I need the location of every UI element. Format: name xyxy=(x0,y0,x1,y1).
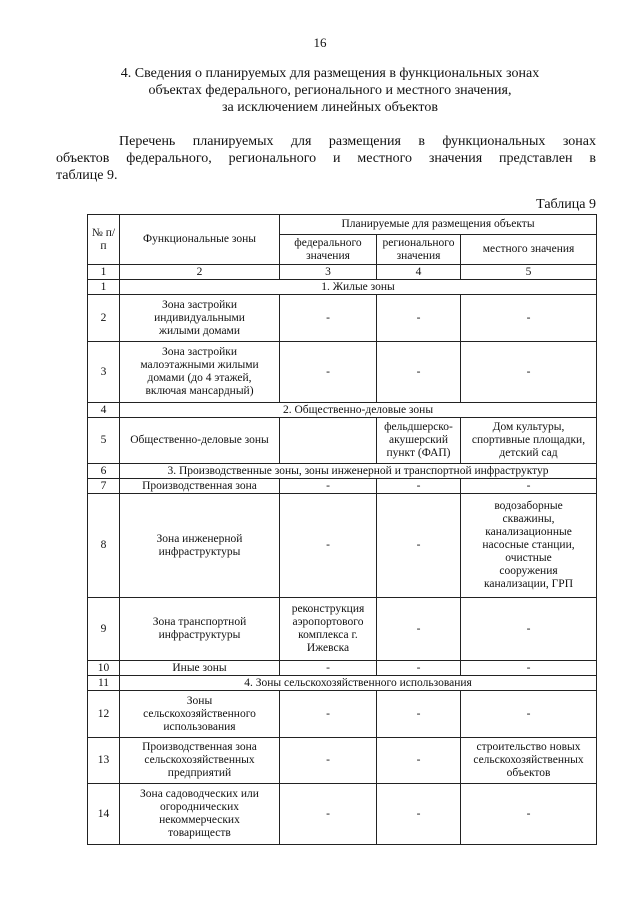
intro-line: таблице 9. xyxy=(56,168,118,183)
header-planned: Планируемые для размещения объекты xyxy=(280,215,597,235)
table-row xyxy=(88,691,597,738)
zone-name: Производственная зона xyxy=(120,479,280,494)
federal-cell xyxy=(280,418,377,464)
federal-cell: - xyxy=(280,494,377,598)
federal-cell: - xyxy=(280,738,377,784)
row-num: 14 xyxy=(88,784,120,845)
row-num: 10 xyxy=(88,661,120,676)
intro-line: Перечень планируемых для размещения в функциональных зонах xyxy=(119,134,596,149)
federal-cell: реконструкция аэропортового комплекса г. Ижевска xyxy=(280,598,377,661)
federal-cell: - xyxy=(280,661,377,676)
row-num: 2 xyxy=(88,295,120,342)
column-number: 4 xyxy=(377,265,461,280)
section-row xyxy=(88,280,597,295)
local-cell: - xyxy=(461,479,597,494)
row-num: 7 xyxy=(88,479,120,494)
zone-name: Производственная зона сельскохозяйственных предприятий xyxy=(120,738,280,784)
row-num: 4 xyxy=(88,403,120,418)
local-cell: водозаборные скважины, канализационные насосные станции, очистные сооружения канализации, ГРП xyxy=(461,494,597,598)
regional-cell: - xyxy=(377,691,461,738)
heading-line: за исключением линейных объектов xyxy=(222,100,438,115)
regional-cell: - xyxy=(377,479,461,494)
regional-cell: - xyxy=(377,661,461,676)
column-number: 2 xyxy=(120,265,280,280)
local-cell: - xyxy=(461,661,597,676)
regional-cell: - xyxy=(377,784,461,845)
planned-objects-table xyxy=(87,214,597,845)
zone-name: Зона транспортной инфраструктуры xyxy=(120,598,280,661)
heading-line: 4. Сведения о планируемых для размещения в функциональных зонах xyxy=(120,66,540,81)
column-number: 5 xyxy=(461,265,597,280)
regional-cell: - xyxy=(377,598,461,661)
zone-name: Зона застройки индивидуальными жилыми домами xyxy=(120,295,280,342)
intro-paragraph xyxy=(56,133,596,184)
zone-name: Зоны сельскохозяйственного использования xyxy=(120,691,280,738)
regional-cell: - xyxy=(377,342,461,403)
row-num: 1 xyxy=(88,280,120,295)
section-title: 4. Зоны сельскохозяйственного использования xyxy=(120,676,597,691)
header-num: № п/п xyxy=(88,215,120,265)
column-numbers-row xyxy=(88,265,597,280)
zone-name: Зона инженерной инфраструктуры xyxy=(120,494,280,598)
header-zones: Функциональные зоны xyxy=(120,215,280,265)
local-cell: - xyxy=(461,598,597,661)
column-number: 3 xyxy=(280,265,377,280)
intro-line: объектов федерального, регионального и местного значения представлен в xyxy=(56,151,596,166)
federal-cell: - xyxy=(280,295,377,342)
table-row xyxy=(88,661,597,676)
table-row xyxy=(88,598,597,661)
regional-cell: - xyxy=(377,295,461,342)
row-num: 6 xyxy=(88,464,120,479)
regional-cell: - xyxy=(377,494,461,598)
table-row xyxy=(88,342,597,403)
header-local: местного значения xyxy=(461,235,597,265)
table-row xyxy=(88,295,597,342)
section-heading xyxy=(95,65,565,116)
table-row xyxy=(88,418,597,464)
row-num: 11 xyxy=(88,676,120,691)
header-regional: регионального значения xyxy=(377,235,461,265)
local-cell: - xyxy=(461,691,597,738)
zone-name: Общественно-деловые зоны xyxy=(120,418,280,464)
regional-cell: фельдшерско-акушерский пункт (ФАП) xyxy=(377,418,461,464)
zone-name: Иные зоны xyxy=(120,661,280,676)
local-cell: - xyxy=(461,784,597,845)
row-num: 13 xyxy=(88,738,120,784)
table-row xyxy=(88,479,597,494)
section-title: 3. Производственные зоны, зоны инженерной и транспортной инфраструктур xyxy=(120,464,597,479)
zone-name: Зона садоводческих или огороднических некоммерческих товариществ xyxy=(120,784,280,845)
row-num: 9 xyxy=(88,598,120,661)
local-cell: Дом культуры, спортивные площадки, детский сад xyxy=(461,418,597,464)
local-cell: - xyxy=(461,342,597,403)
section-row xyxy=(88,403,597,418)
section-title: 1. Жилые зоны xyxy=(120,280,597,295)
column-number: 1 xyxy=(88,265,120,280)
table-row xyxy=(88,784,597,845)
federal-cell: - xyxy=(280,784,377,845)
federal-cell: - xyxy=(280,342,377,403)
table-row xyxy=(88,738,597,784)
row-num: 8 xyxy=(88,494,120,598)
section-title: 2. Общественно-деловые зоны xyxy=(120,403,597,418)
federal-cell: - xyxy=(280,691,377,738)
table-header-row xyxy=(88,215,597,235)
local-cell: - xyxy=(461,295,597,342)
heading-line: объектах федерального, регионального и местного значения, xyxy=(148,83,512,98)
local-cell: строительство новых сельскохозяйственных объектов xyxy=(461,738,597,784)
row-num: 5 xyxy=(88,418,120,464)
table-caption: Таблица 9 xyxy=(536,197,596,212)
zone-name: Зона застройки малоэтажными жилыми домами (до 4 этажей, включая мансардный) xyxy=(120,342,280,403)
row-num: 3 xyxy=(88,342,120,403)
page-number: 16 xyxy=(313,35,327,50)
table-row xyxy=(88,494,597,598)
row-num: 12 xyxy=(88,691,120,738)
section-row xyxy=(88,464,597,479)
header-federal: федерального значения xyxy=(280,235,377,265)
regional-cell: - xyxy=(377,738,461,784)
federal-cell: - xyxy=(280,479,377,494)
section-row xyxy=(88,676,597,691)
